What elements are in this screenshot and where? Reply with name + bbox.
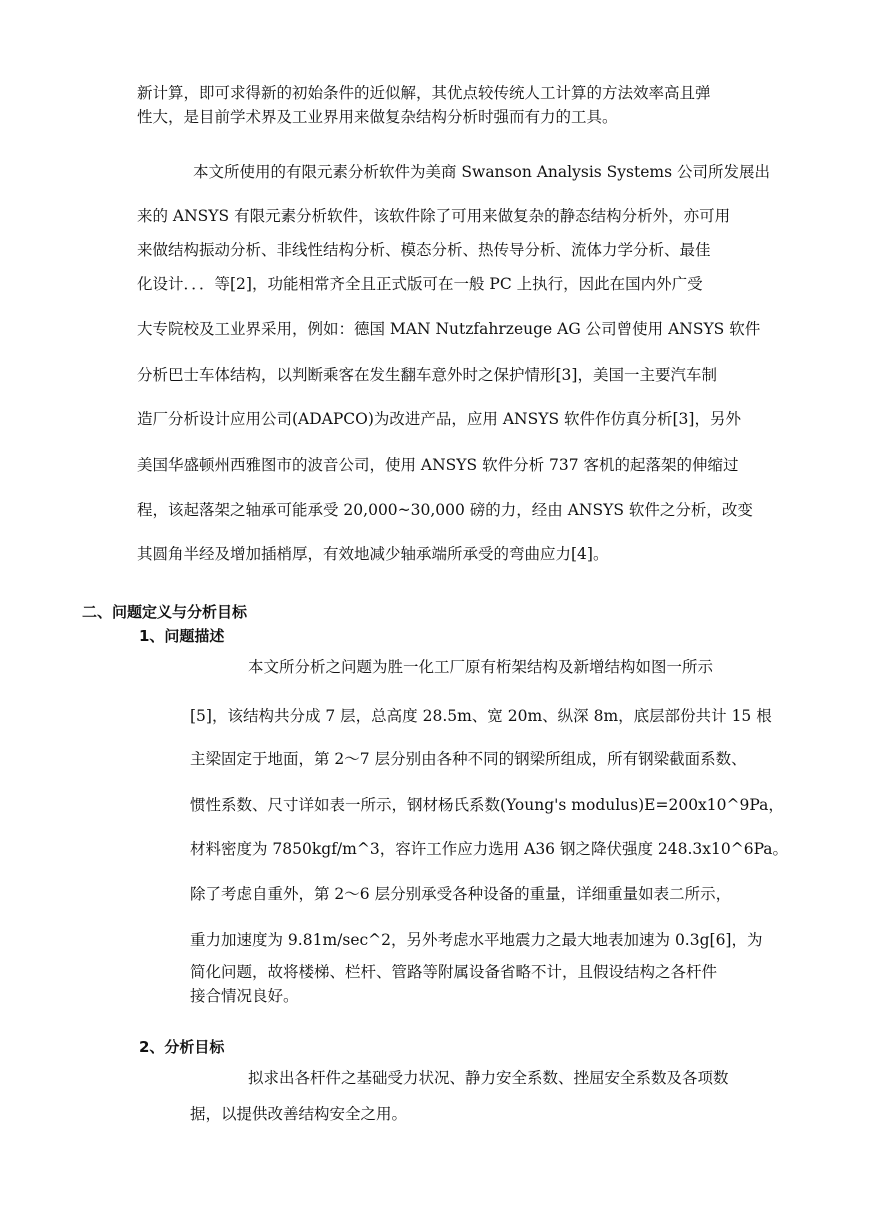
text-line: 其圆角半经及增加插梢厚，有效地减少轴承端所承受的弯曲应力[4]。 — [137, 545, 609, 563]
text-line: 拟求出各杆件之基础受力状况、静力安全系数、挫屈安全系数及各项数 — [248, 1069, 729, 1087]
subsection-heading: 2、分析目标 — [139, 1038, 225, 1056]
text-line: 惯性系数、尺寸详如表一所示，钢材杨氏系数(Young's modulus)E=200x10^9Pa， — [190, 796, 784, 814]
text-line: 除了考虑自重外，第 2～6 层分别承受各种设备的重量，详细重量如表二所示， — [190, 885, 732, 903]
text-line: [5]，该结构共分成 7 层，总高度 28.5m、宽 20m、纵深 8m，底层部份共计 15 根 — [190, 707, 772, 725]
text-line: 性大，是目前学术界及工业界用来做复杂结构分析时强而有力的工具。 — [137, 108, 618, 126]
text-line: 美国华盛顿州西雅图市的波音公司，使用 ANSYS 软件分析 737 客机的起落架的伸缩过 — [137, 456, 739, 474]
text-line: 重力加速度为 9.81m/sec^2，另外考虑水平地震力之最大地表加速为 0.3g[6]，为 — [190, 931, 763, 949]
text-line: 据，以提供改善结构安全之用。 — [190, 1105, 408, 1123]
text-line: 主梁固定于地面，第 2～7 层分别由各种不同的钢梁所组成，所有钢梁截面系数、 — [190, 750, 747, 768]
text-line: 程，该起落架之轴承可能承受 20,000~30,000 磅的力，经由 ANSYS 软件之分析，改变 — [137, 501, 753, 519]
text-line: 来的 ANSYS 有限元素分析软件，该软件除了可用来做复杂的静态结构分析外，亦可用 — [137, 207, 731, 225]
text-line: 化设计．．．等[2]，功能相常齐全且正式版可在一般 PC 上执行，因此在国内外广受 — [137, 275, 703, 293]
subsection-heading: 1、问题描述 — [139, 627, 225, 645]
text-line: 简化问题，故将楼梯、栏杆、管路等附属设备省略不计，且假设结构之各杆件 — [190, 963, 718, 981]
text-line: 来做结构振动分析、非线性结构分析、模态分析、热传导分析、流体力学分析、最佳 — [137, 241, 711, 259]
text-line: 本文所分析之问题为胜一化工厂原有桁架结构及新增结构如图一所示 — [248, 658, 714, 676]
text-line: 新计算，即可求得新的初始条件的近似解，其优点较传统人工计算的方法效率高且弹 — [137, 84, 711, 102]
text-line: 本文所使用的有限元素分析软件为美商 Swanson Analysis Systems 公司所发展出 — [193, 163, 770, 181]
text-line: 分析巴士车体结构，以判断乘客在发生翻车意外时之保护情形[3]，美国一主要汽车制 — [137, 366, 717, 384]
text-line: 材料密度为 7850kgf/m^3，容许工作应力选用 A36 钢之降伏强度 248.3x10^6Pa。 — [190, 840, 789, 858]
text-line: 大专院校及工业界采用，例如：德国 MAN Nutzfahrzeuge AG 公司曾使用 ANSYS 软件 — [137, 320, 761, 338]
text-line: 造厂分析设计应用公司(ADAPCO)为改进产品，应用 ANSYS 软件作仿真分析[3]，另外 — [137, 410, 741, 428]
text-line: 接合情况良好。 — [190, 987, 299, 1005]
section-heading: 二、问题定义与分析目标 — [82, 603, 248, 621]
